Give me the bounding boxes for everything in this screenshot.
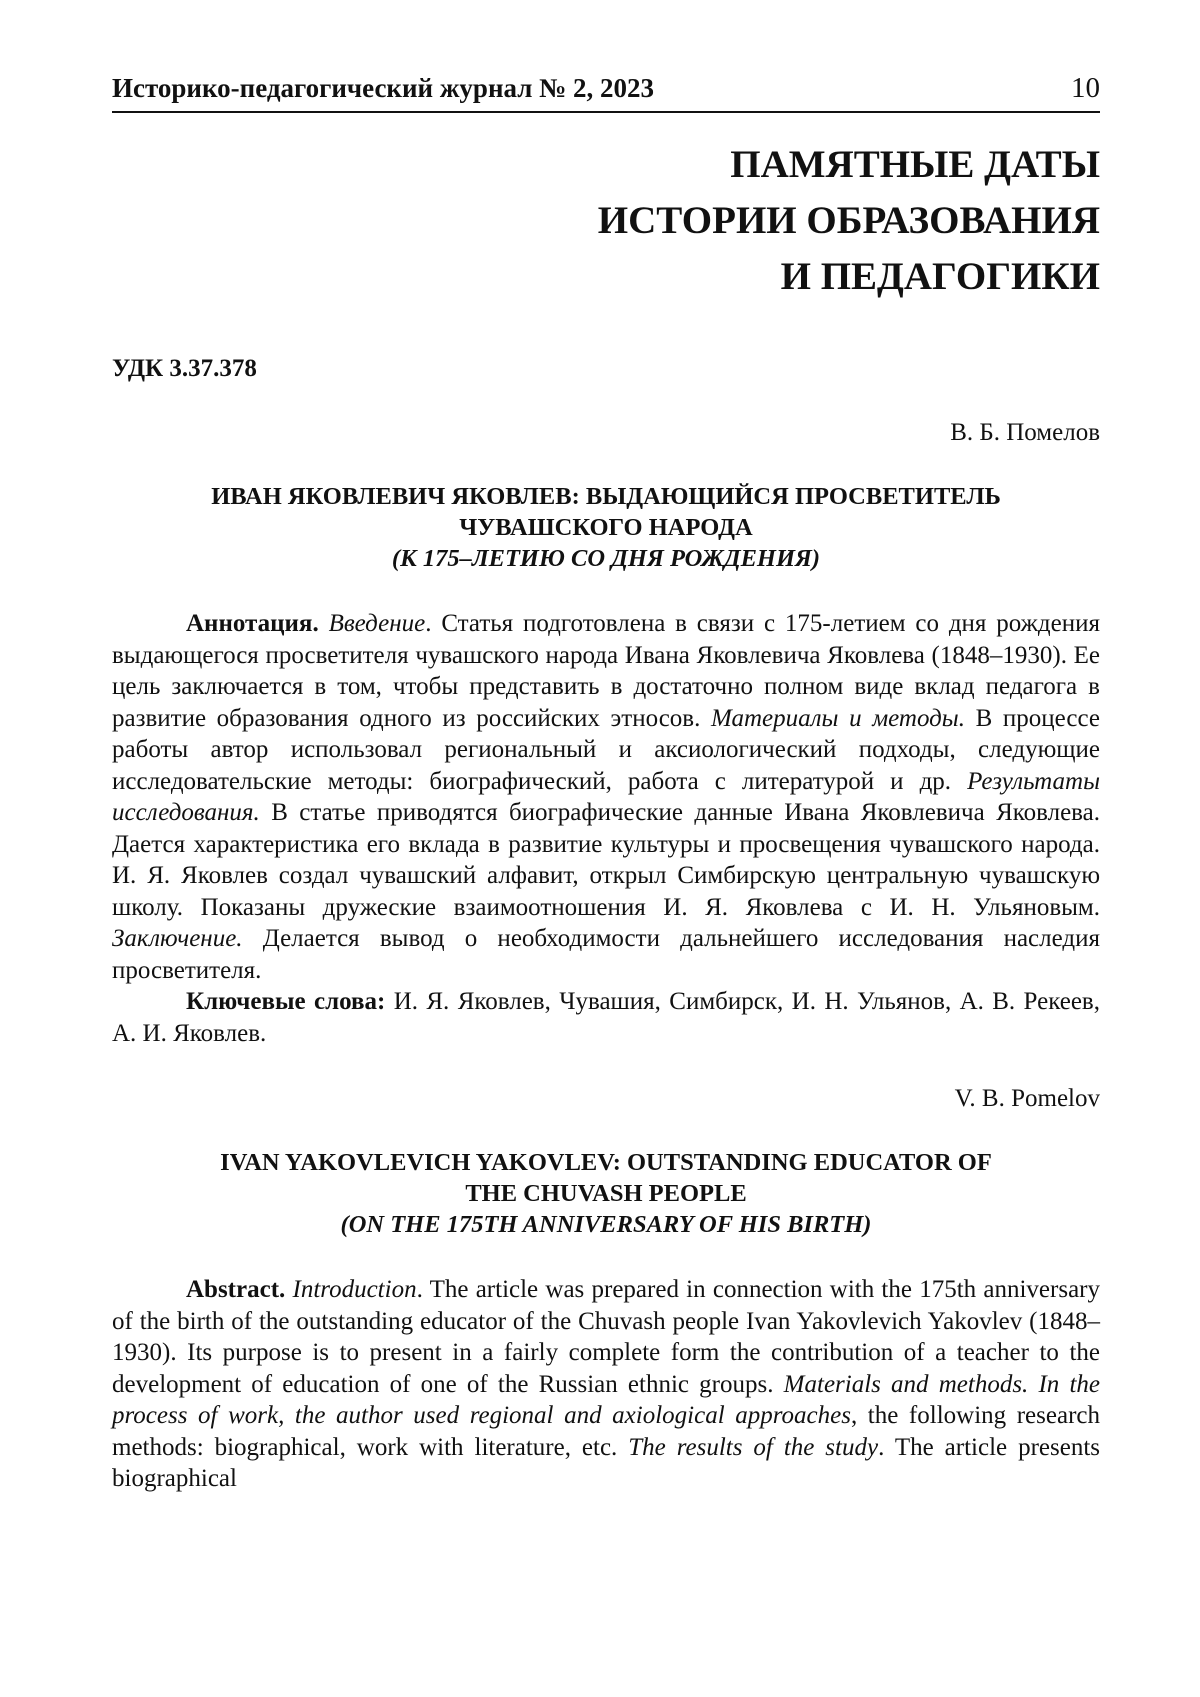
- abstract-paragraph: [112, 1274, 1100, 1495]
- keywords-text: И. Я. Яковлев, Чувашия, Симбирск, И. Н. Ульянов, А. В. Рекеев, А. И. Яковлев.: [112, 988, 1100, 1047]
- intro-text: . The article was prepared in connection with the 175th anniversary of the birth of the outstanding educator of the Chuvash people Ivan Yakovlevich Yakovlev (1848–1930). Its purpose is to present in a fairly complete form the contribution of a teacher to the development of education of one of the Russian ethnic groups.: [112, 1276, 1101, 1398]
- article-subtitle-en: (ON THE 175TH ANNIVERSARY OF HIS BIRTH): [340, 1211, 872, 1238]
- results-text: В статье приводятся биографические данные Ивана Яковлевича Яковлева. Дается характеристика его вклада в развитие культуры и просвещения чувашского народа. И. Я. Яковлев создал чувашский алфавит, открыл Симбирскую центральную чувашскую школу. Показаны дружеские взаимоотношения И. Я. Яковлева с И. Н. Ульяновым.: [112, 799, 1100, 921]
- title-line: THE CHUVASH PEOPLE: [465, 1180, 747, 1207]
- section-title-line: И ПЕДАГОГИКИ: [780, 255, 1100, 298]
- article-title-en: [112, 1147, 1100, 1240]
- intro-label: Введение: [328, 610, 426, 637]
- results-label: The results of the study: [628, 1433, 879, 1461]
- abstract-ru: [112, 608, 1100, 1049]
- running-header: [112, 72, 1100, 113]
- intro-text: . Статья подготовлена в связи с 175-летием со дня рождения выдающегося просветителя чувашского народа Ивана Яковлевича Яковлева (1848–1930). Ее цель заключается в том, чтобы представить в достаточно полном виде вклад педагога в развитие образования одного из российских этносов.: [112, 610, 1100, 732]
- results-text: . The article presents biographical: [112, 1433, 1100, 1492]
- keywords-paragraph: [112, 986, 1100, 1049]
- abstract-label: Аннотация.: [186, 610, 319, 637]
- conclusion-label: Заключение.: [112, 925, 243, 952]
- article-subtitle-ru: (К 175–ЛЕТИЮ СО ДНЯ РОЖДЕНИЯ): [391, 545, 821, 572]
- title-line: ИВАН ЯКОВЛЕВИЧ ЯКОВЛЕВ: ВЫДАЮЩИЙСЯ ПРОСВЕТИТЕЛЬ: [211, 483, 1001, 510]
- section-title-line: ПАМЯТНЫЕ ДАТЫ: [730, 143, 1100, 186]
- methods-label: Materials and methods. In the process of work, the author used regional and axiological approaches: [112, 1370, 1101, 1429]
- methods-text: В процессе работы автор использовал региональный и аксиологический подходы, следующие исследовательские методы: биографический, работа с литературой и др.: [112, 704, 1100, 795]
- journal-title: Историко-педагогический журнал № 2, 2023: [112, 73, 655, 103]
- methods-label: Материалы и методы.: [710, 704, 965, 732]
- section-title-line: ИСТОРИИ ОБРАЗОВАНИЯ: [597, 199, 1100, 242]
- title-line: ЧУВАШСКОГО НАРОДА: [459, 514, 753, 541]
- abstract-label: Abstract.: [186, 1276, 286, 1303]
- page-number: 10: [1071, 72, 1100, 104]
- section-title: [112, 137, 1100, 305]
- udc-code: УДК 3.37.378: [112, 355, 257, 382]
- results-label: Результаты исследования.: [112, 767, 1100, 826]
- intro-label: Introduction: [292, 1276, 417, 1303]
- conclusion-text: Делается вывод о необходимости дальнейшего исследования наследия просветителя.: [112, 925, 1100, 984]
- abstract-paragraph: [112, 608, 1100, 986]
- abstract-en: [112, 1274, 1100, 1495]
- keywords-label: Ключевые слова:: [186, 988, 386, 1015]
- author-ru: В. Б. Помелов: [950, 419, 1100, 446]
- article-title-ru: [112, 481, 1100, 574]
- title-line: IVAN YAKOVLEVICH YAKOVLEV: OUTSTANDING EDUCATOR OF: [220, 1149, 992, 1176]
- author-en: V. B. Pomelov: [954, 1085, 1100, 1112]
- methods-text: , the following research methods: biographical, work with literature, etc.: [112, 1402, 1100, 1461]
